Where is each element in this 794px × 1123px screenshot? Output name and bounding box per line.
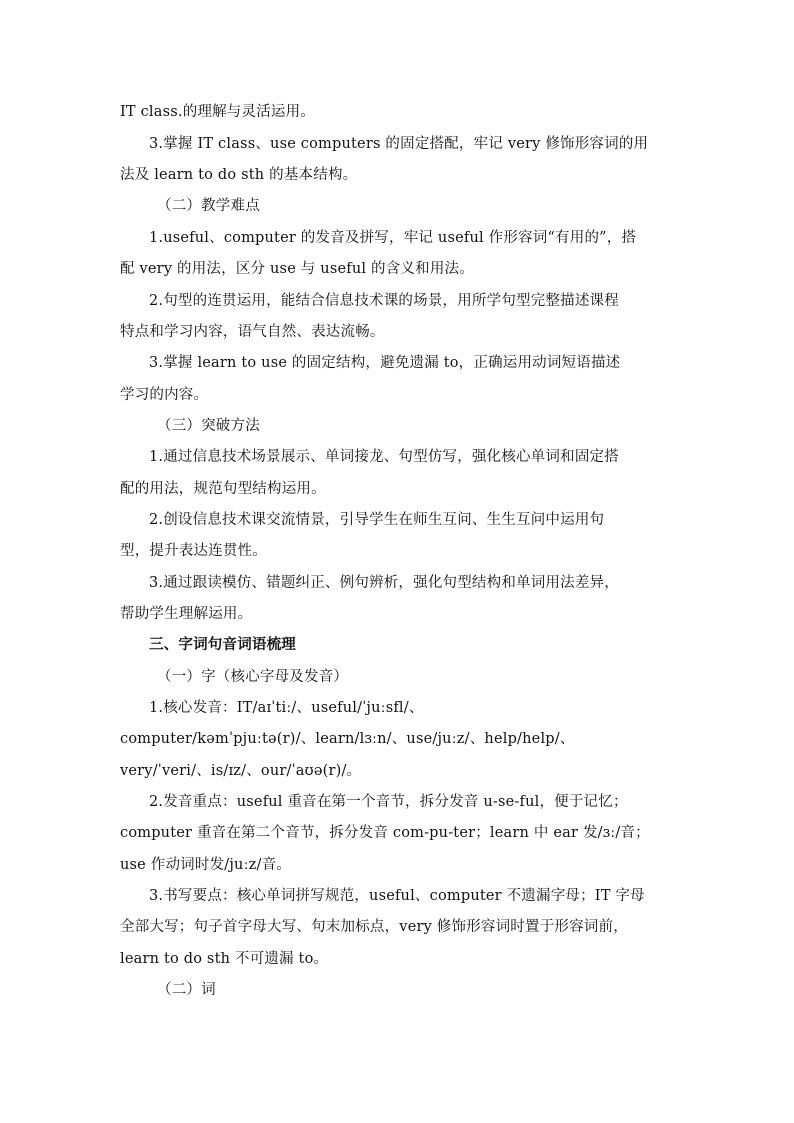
text-line: 配 very 的用法，区分 use 与 useful 的含义和用法。 [120,261,474,277]
text-line: 配的用法，规范句型结构运用。 [120,481,326,497]
text-line: very/ˈveri/、is/ɪz/、our/ˈaʊə(r)/。 [120,763,362,779]
text-line: 3.掌握 learn to use 的固定结构，避免遗漏 to，正确运用动词短语描述 [149,355,621,371]
text-line: 3.通过跟读模仿、错题纠正、例句辨析，强化句型结构和单词用法差异， [149,575,619,591]
text-line: 2.发音重点：useful 重音在第一个音节，拆分发音 u-se-ful，便于记忆； [149,794,628,810]
text-line: use 作动词时发/juːz/音。 [120,857,291,873]
section-subheading: （二）词 [157,982,216,998]
text-line: 型，提升表达连贯性。 [120,543,267,559]
text-line: 1.核心发音：IT/aɪˈtiː/、useful/ˈjuːsfl/、 [149,700,424,716]
text-line: 3.书写要点：核心单词拼写规范，useful、computer 不遗漏字母；IT 字母 [149,888,645,904]
section-subheading: （二）教学难点 [157,198,260,214]
text-line: learn to do sth 不可遗漏 to。 [120,951,329,967]
text-line: computer 重音在第二个音节，拆分发音 com-pu-ter；learn 中 ear 发/ɜː/音； [120,825,650,841]
text-line: 学习的内容。 [120,387,209,403]
text-line: 1.通过信息技术场景展示、单词接龙、句型仿写，强化核心单词和固定搭 [149,449,619,465]
text-line: 法及 learn to do sth 的基本结构。 [120,167,358,183]
text-line: 2.创设信息技术课交流情景，引导学生在师生互问、生生互问中运用句 [149,512,605,528]
section-subheading: （三）突破方法 [157,418,260,434]
text-line: 1.useful、computer 的发音及拼写，牢记 useful 作形容词“有用的”，搭 [149,230,637,246]
text-line: IT class.的理解与灵活运用。 [120,104,316,120]
text-line: 2.句型的连贯运用，能结合信息技术课的场景，用所学句型完整描述课程 [149,293,619,309]
text-line: 全部大写；句子首字母大写、句末加标点，very 修饰形容词时置于形容词前， [120,919,628,935]
text-line: 3.掌握 IT class、use computers 的固定搭配，牢记 very 修饰形容词的用 [149,136,649,152]
section-subheading: （一）字（核心字母及发音） [157,669,349,685]
section-heading: 三、字词句音词语梳理 [149,637,296,653]
text-line: 特点和学习内容，语气自然、表达流畅。 [120,324,385,340]
text-line: 帮助学生理解运用。 [120,606,253,622]
text-line: computer/kəmˈpjuːtə(r)/、learn/lɜːn/、use/juːz/、help/help/、 [120,731,575,747]
